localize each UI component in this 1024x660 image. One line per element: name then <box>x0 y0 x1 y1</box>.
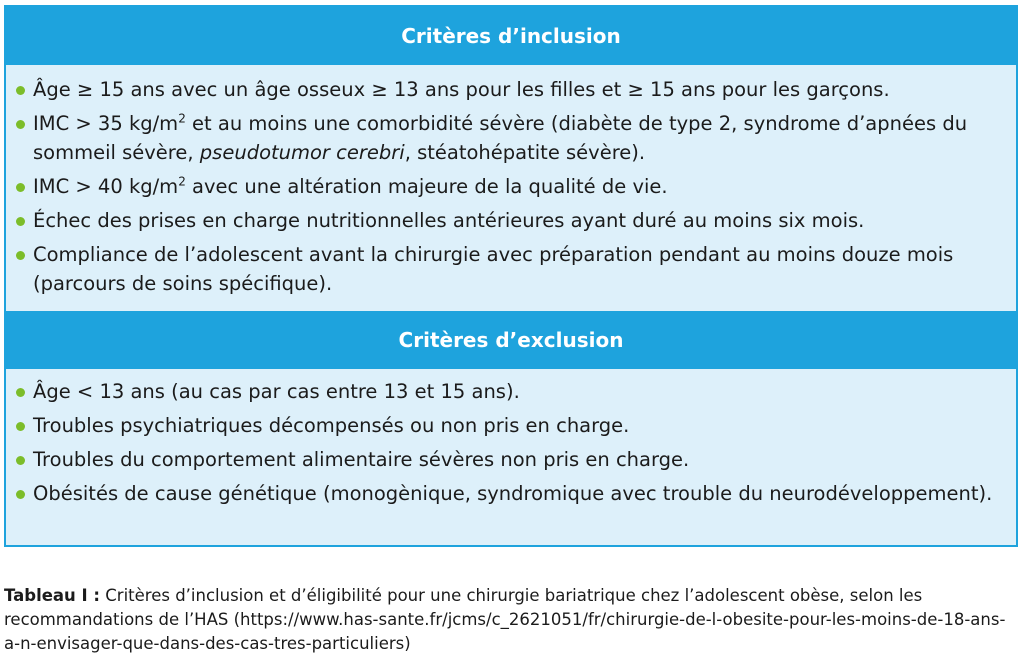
bullet-icon <box>16 388 25 397</box>
inclusion-item-3: IMC > 40 $kg/m^2$ avec une altération majeure de la qualité de vie. <box>33 174 668 198</box>
bullet-icon <box>16 490 25 499</box>
criteria-table <box>4 5 1018 547</box>
exclusion-list <box>6 369 1016 545</box>
caption-label: Tableau I : <box>4 586 101 605</box>
list-item <box>16 240 1004 298</box>
exclusion-title: Critères d’exclusion <box>398 328 624 352</box>
inclusion-list <box>6 65 1016 311</box>
list-item <box>16 75 1004 104</box>
list-item <box>16 206 1004 235</box>
inclusion-header <box>6 7 1016 65</box>
table-caption <box>4 584 1020 656</box>
bullet-icon <box>16 217 25 226</box>
list-item <box>16 411 1004 440</box>
inclusion-item-4: Échec des prises en charge nutritionnelles antérieures ayant duré au moins six mois. <box>33 209 865 232</box>
inclusion-item-1: Âge ≥ 15 ans avec un âge osseux ≥ 13 ans pour les filles et ≥ 15 ans pour les garçons. <box>33 78 890 101</box>
list-item <box>16 445 1004 474</box>
list-item <box>16 172 1004 201</box>
list-item <box>16 377 1004 406</box>
exclusion-header <box>6 311 1016 369</box>
bullet-icon <box>16 422 25 431</box>
inclusion-item-2: IMC > 35 $kg/m^2$ et au moins une comorbidité sévère (diabète de type 2, syndrome d’apnées du sommeil sévère, pseudotumor cerebri, stéatohépatite sévère). <box>33 111 968 164</box>
inclusion-item-5: Compliance de l’adolescent avant la chirurgie avec préparation pendant au moins douze mois (parcours de soins spécifique). <box>33 243 954 295</box>
exclusion-item-1: Âge < 13 ans (au cas par cas entre 13 et 15 ans). <box>33 380 520 403</box>
bullet-icon <box>16 251 25 260</box>
inclusion-title: Critères d’inclusion <box>401 24 621 48</box>
bullet-icon <box>16 86 25 95</box>
bullet-icon <box>16 183 25 192</box>
exclusion-item-3: Troubles du comportement alimentaire sévères non pris en charge. <box>33 448 690 471</box>
exclusion-item-2: Troubles psychiatriques décompensés ou non pris en charge. <box>33 414 630 437</box>
list-item <box>16 109 1004 167</box>
list-item <box>16 479 1004 508</box>
exclusion-item-4: Obésités de cause génétique (monogènique, syndromique avec trouble du neurodéveloppement). <box>33 482 993 505</box>
bullet-icon <box>16 120 25 129</box>
caption-text: Critères d’inclusion et d’éligibilité pour une chirurgie bariatrique chez l’adolescent obèse, selon les recommandations de l’HAS (https://www.has-sante.fr/jcms/c_2621051/fr/chirurgie-de-l-obesite-pour-les-moins-de-18-ans-a-n-envisager-que-dans-des-cas-tres-particuliers) <box>4 586 1006 653</box>
bullet-icon <box>16 456 25 465</box>
